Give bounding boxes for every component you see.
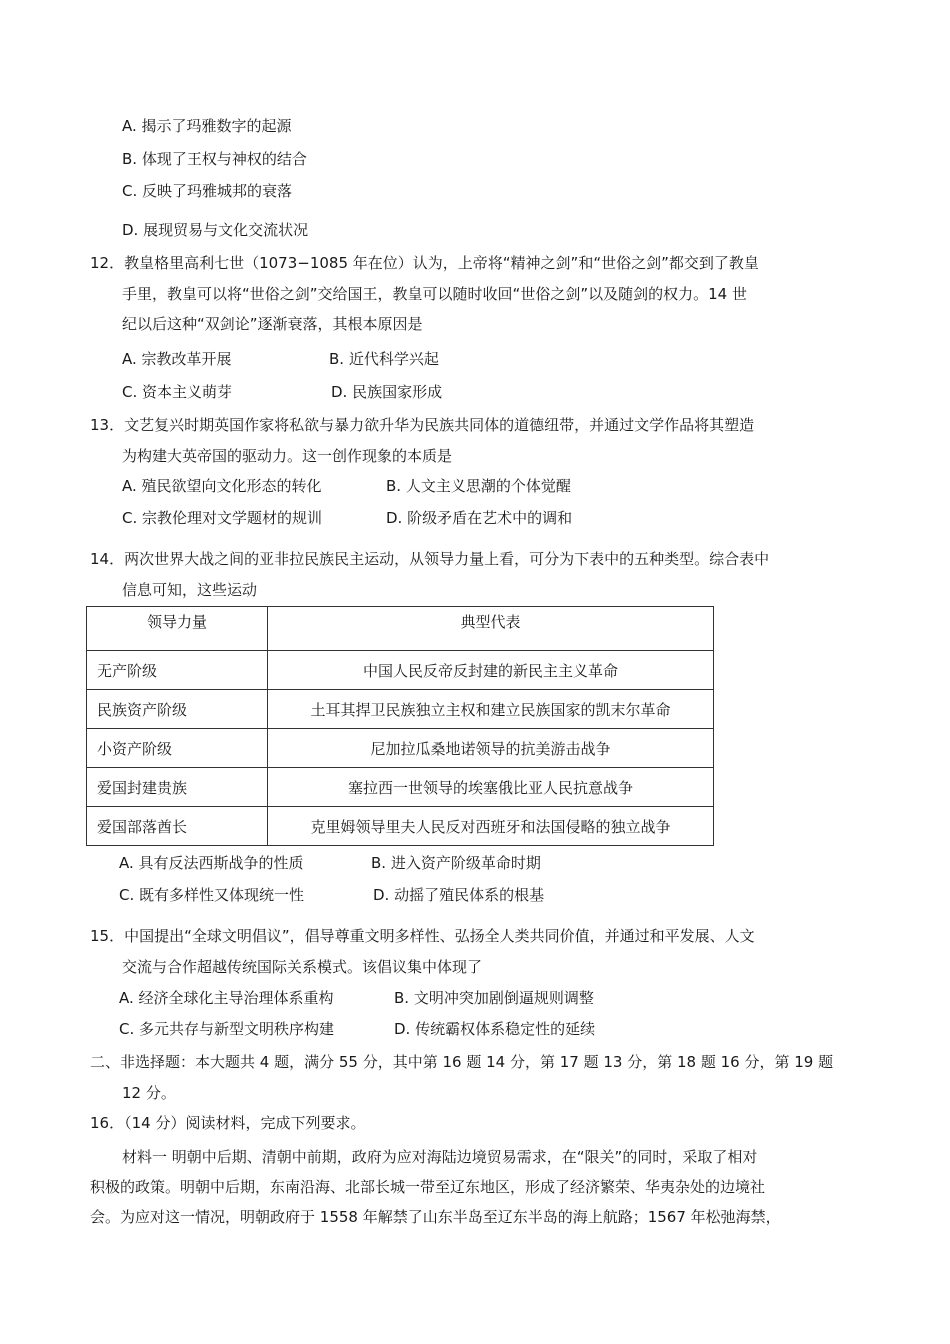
table-header-representative: 典型代表: [268, 607, 714, 651]
q13-option-a: A. 殖民欲望向文化形态的转化: [122, 477, 322, 495]
q12-option-c: C. 资本主义萌芽: [122, 383, 233, 401]
q11-option-a: A. 揭示了玛雅数字的起源: [122, 117, 292, 135]
table-row: [87, 729, 714, 768]
table-cell-leadership: 爱国封建贵族: [87, 768, 268, 807]
q16-heading: 16．（14 分）阅读材料，完成下列要求。: [90, 1114, 366, 1132]
q14-option-d: D. 动摇了殖民体系的根基: [373, 886, 545, 904]
q12-option-a: A. 宗教改革开展: [122, 350, 232, 368]
table-row: [87, 807, 714, 846]
table-cell-leadership: 民族资产阶级: [87, 690, 268, 729]
q11-option-c: C. 反映了玛雅城邦的衰落: [122, 182, 293, 200]
table-cell-representative: 塞拉西一世领导的埃塞俄比亚人民抗意战争: [268, 768, 714, 807]
q13-option-c: C. 宗教伦理对文学题材的规训: [122, 509, 323, 527]
table-row: [87, 690, 714, 729]
q14-stem-line-1: 14．两次世界大战之间的亚非拉民族民主运动，从领导力量上看，可分为下表中的五种类型。综合表中: [90, 550, 770, 568]
q15-option-c: C. 多元共存与新型文明秩序构建: [119, 1020, 335, 1038]
q12-stem-line-2: 手里，教皇可以将“世俗之剑”交给国王，教皇可以随时收回“世俗之剑”以及随剑的权力。14 世: [122, 285, 747, 303]
q14-option-a: A. 具有反法西斯战争的性质: [119, 854, 304, 872]
q14-stem-line-2: 信息可知，这些运动: [122, 581, 258, 599]
table-header-leadership: 领导力量: [87, 607, 268, 651]
q13-stem-line-2: 为构建大英帝国的驱动力。这一创作现象的本质是: [122, 447, 453, 465]
section-2-heading-line-1: 二、非选择题：本大题共 4 题，满分 55 分，其中第 16 题 14 分，第 17 题 13 分，第 18 题 16 分，第 19 题: [90, 1053, 834, 1071]
q12-stem-line-1: 12．教皇格里高利七世（1073−1085 年在位）认为，上帝将“精神之剑”和“世俗之剑”都交到了教皇: [90, 254, 759, 272]
q16-material-line-3: 会。为应对这一情况，明朝政府于 1558 年解禁了山东半岛至辽东半岛的海上航路；1567 年松弛海禁，: [90, 1208, 781, 1226]
q15-stem-line-1: 15．中国提出“全球文明倡议”，倡导尊重文明多样性、弘扬全人类共同价值，并通过和平发展、人文: [90, 927, 755, 945]
table-cell-representative: 中国人民反帝反封建的新民主主义革命: [268, 651, 714, 690]
q13-option-d: D. 阶级矛盾在艺术中的调和: [386, 509, 573, 527]
table-cell-leadership: 无产阶级: [87, 651, 268, 690]
q11-option-b: B. 体现了王权与神权的结合: [122, 150, 307, 168]
q16-material-line-1: 材料一 明朝中后期、清朝中前期，政府为应对海陆边境贸易需求，在“限关”的同时，采取了相对: [122, 1148, 758, 1166]
q15-option-d: D. 传统霸权体系稳定性的延续: [394, 1020, 596, 1038]
section-2-heading-line-2: 12 分。: [122, 1084, 176, 1102]
q15-option-a: A. 经济全球化主导治理体系重构: [119, 989, 334, 1007]
q12-option-b: B. 近代科学兴起: [329, 350, 439, 368]
q13-stem-line-1: 13．文艺复兴时期英国作家将私欲与暴力欲升华为民族共同体的道德纽带，并通过文学作品将其塑造: [90, 416, 755, 434]
q15-option-b: B. 文明冲突加剧倒逼规则调整: [394, 989, 594, 1007]
table-cell-leadership: 爱国部落酋长: [87, 807, 268, 846]
table-cell-representative: 尼加拉瓜桑地诺领导的抗美游击战争: [268, 729, 714, 768]
table-cell-leadership: 小资产阶级: [87, 729, 268, 768]
q14-option-b: B. 进入资产阶级革命时期: [371, 854, 541, 872]
q16-material-line-2: 积极的政策。明朝中后期，东南沿海、北部长城一带至辽东地区，形成了经济繁荣、华夷杂处的边境社: [90, 1178, 766, 1196]
q13-option-b: B. 人文主义思潮的个体觉醒: [386, 477, 571, 495]
q12-stem-line-3: 纪以后这种“双剑论”逐渐衰落，其根本原因是: [122, 315, 423, 333]
q11-option-d: D. 展现贸易与文化交流状况: [122, 221, 309, 239]
q15-stem-line-2: 交流与合作超越传统国际关系模式。该倡议集中体现了: [122, 958, 483, 976]
q12-option-d: D. 民族国家形成: [331, 383, 443, 401]
table-cell-representative: 克里姆领导里夫人民反对西班牙和法国侵略的独立战争: [268, 807, 714, 846]
leadership-table: [86, 606, 714, 846]
table-header-row: [87, 607, 714, 651]
table-row: [87, 651, 714, 690]
table-row: [87, 768, 714, 807]
table-cell-representative: 土耳其捍卫民族独立主权和建立民族国家的凯末尔革命: [268, 690, 714, 729]
q14-option-c: C. 既有多样性又体现统一性: [119, 886, 305, 904]
